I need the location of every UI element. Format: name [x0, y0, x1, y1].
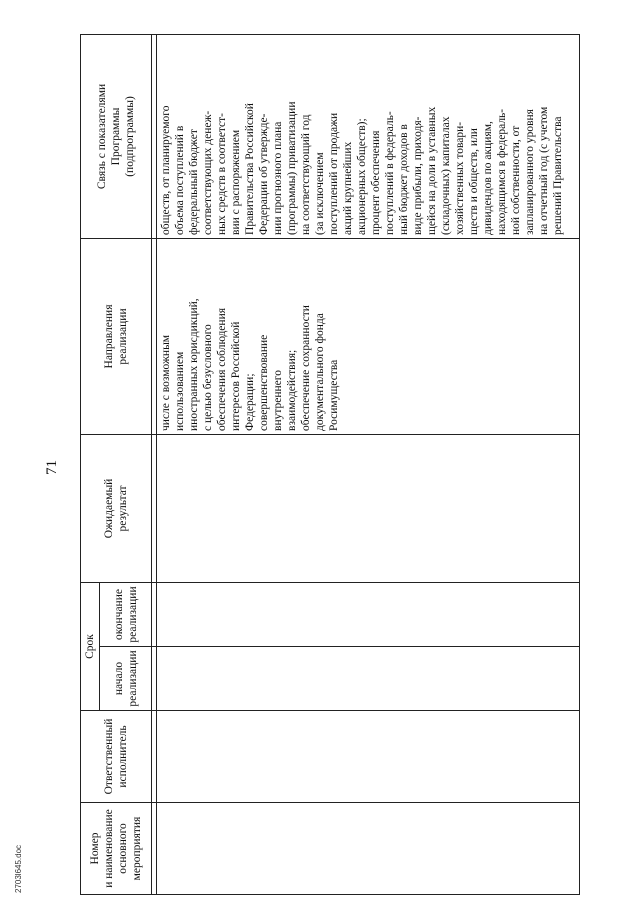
header-directions: Направления реализации — [81, 238, 152, 434]
cell-expected-result — [157, 434, 580, 582]
header-end: окончание реализации — [100, 582, 152, 646]
rotated-page — [40, 35, 595, 895]
header-responsible: Ответственный исполнитель — [81, 711, 152, 803]
page-number: 71 — [44, 460, 60, 475]
table-row — [157, 34, 580, 894]
cell-directions: числе с возможным использованием иностранных юрисдикций, с целью безусловного обеспечения соблюдения интересов Российской Федерации; совершенствование внутреннего взаимодействия; обеспечение сохранности документального фонда Росимущества — [157, 238, 580, 434]
header-row-1 — [81, 34, 100, 894]
header-link-indicators: Связь с показателями Программы (подпрограммы) — [81, 34, 152, 238]
cell-number-name — [157, 803, 580, 895]
document-table-wrapper — [80, 35, 580, 895]
cell-link-indicators: обществ, от планируемого объема поступлений в федеральный бюджет соответствующих денеж- ных средств в соответст- вии с распоряжением Правительства Российской Федерации об утвержде- нии прогнозного плана (программы) приватизации на соответствующий год (за исключением поступлений от продажи акций крупнейших акционерных обществ); процент обеспечения поступлений в федераль- ный бюджет доходов в виде прибыли, приходя- щейся на доли в уставных (складочных) капиталах хозяйственных товари- ществ и обществ, или дивидендов по акциям, находящимся в федераль- ной собственности, от запланированного уровня на отчетный год (с учетом решений Правительства — [157, 34, 580, 238]
cell-end — [157, 582, 580, 646]
header-expected-result: Ожидаемый результат — [81, 434, 152, 582]
header-start: начало реализации — [100, 647, 152, 711]
document-table — [80, 34, 580, 895]
footer-file-code: 2703l645.doc — [14, 844, 23, 893]
header-term: Срок — [81, 582, 100, 710]
header-number-name: Номер и наименование основного мероприятия — [81, 803, 152, 895]
cell-start — [157, 647, 580, 711]
cell-responsible — [157, 711, 580, 803]
